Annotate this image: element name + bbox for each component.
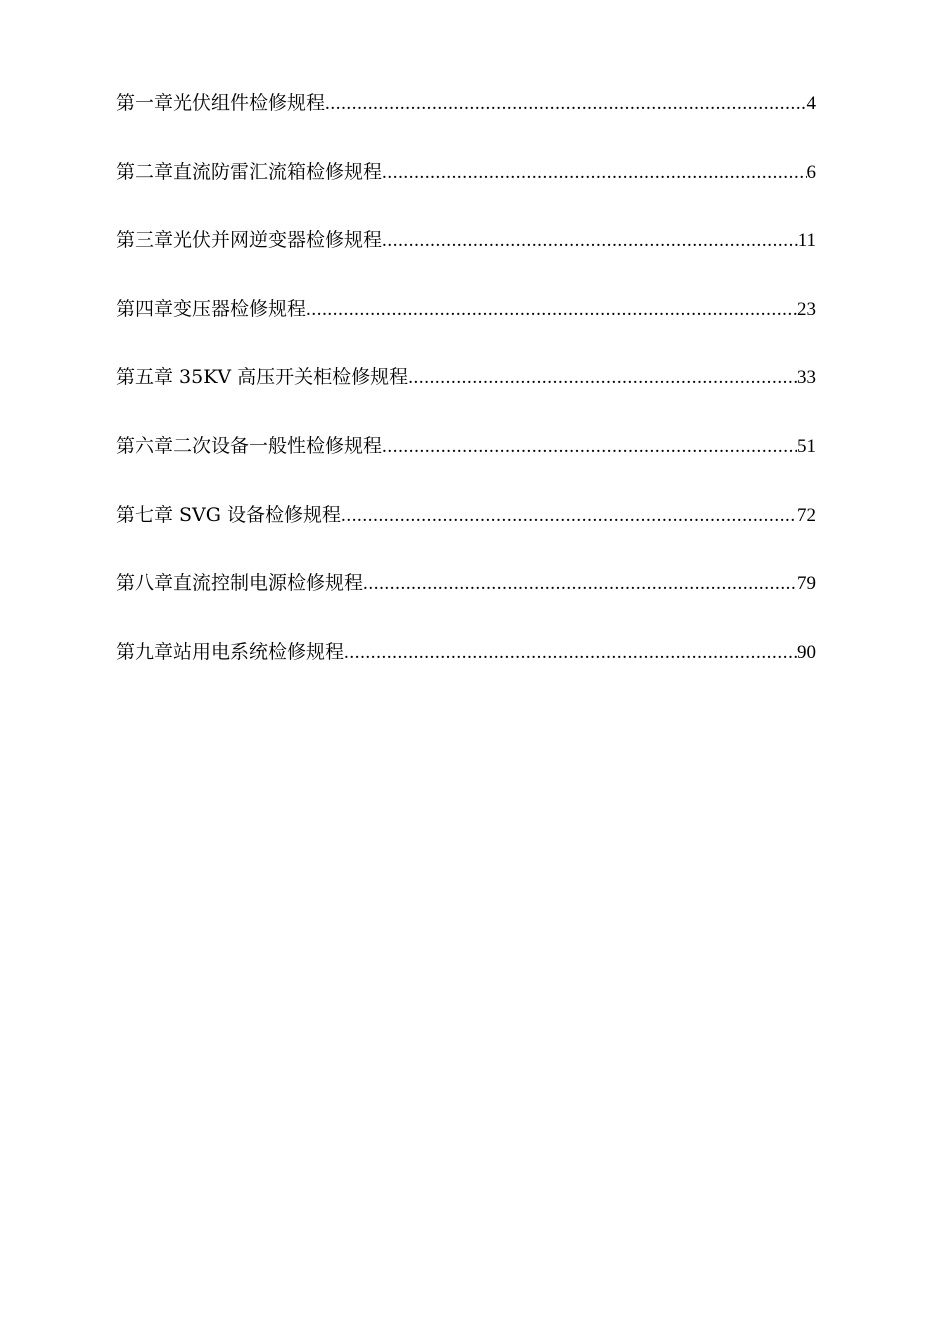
toc-entry-page-number: 11 (797, 230, 816, 252)
toc-entry-title: 第七章 SVG 设备检修规程 (116, 503, 341, 526)
toc-entry-page-number: 51 (797, 435, 816, 457)
toc-entry-chapter-8[interactable] (116, 566, 816, 635)
toc-entry-chapter-5[interactable] (116, 360, 816, 429)
toc-entry-title: 第一章光伏组件检修规程 (116, 92, 326, 114)
toc-dot-leader (382, 156, 806, 190)
toc-entry-title: 第二章直流防雷汇流箱检修规程 (116, 160, 383, 183)
toc-dot-leader (344, 636, 797, 670)
toc-entry-chapter-9[interactable] (116, 635, 816, 704)
toc-entry-title: 第四章变压器检修规程 (116, 297, 307, 320)
toc-entry-title: 第九章站用电系统检修规程 (116, 640, 345, 663)
toc-entry-title: 第三章光伏并网逆变器检修规程 (116, 229, 383, 252)
toc-entry-title: 第五章 35KV 高压开关柜检修规程 (116, 366, 409, 389)
toc-entry-chapter-7[interactable] (116, 498, 816, 567)
toc-entry-title: 第六章二次设备一般性检修规程 (116, 434, 383, 457)
toc-dot-leader (382, 430, 797, 464)
toc-dot-leader (363, 567, 797, 601)
toc-entry-page-number: 33 (797, 367, 816, 389)
toc-dot-leader (306, 293, 797, 327)
toc-entry-page-number: 6 (806, 161, 816, 183)
toc-entry-chapter-3[interactable] (116, 223, 816, 292)
toc-entry-chapter-1[interactable] (116, 86, 816, 155)
toc-entry-page-number: 79 (797, 573, 816, 595)
toc-entry-chapter-4[interactable] (116, 292, 816, 361)
table-of-contents (116, 86, 816, 703)
toc-dot-leader (341, 499, 797, 533)
toc-entry-page-number: 90 (797, 641, 816, 663)
toc-entry-chapter-2[interactable] (116, 155, 816, 224)
toc-entry-chapter-6[interactable] (116, 429, 816, 498)
toc-dot-leader (382, 224, 798, 258)
toc-entry-page-number: 72 (797, 504, 816, 526)
toc-entry-page-number: 4 (806, 93, 816, 114)
toc-dot-leader (325, 87, 806, 121)
toc-entry-title: 第八章直流控制电源检修规程 (116, 572, 364, 595)
toc-entry-page-number: 23 (797, 298, 816, 320)
toc-dot-leader (408, 361, 797, 395)
